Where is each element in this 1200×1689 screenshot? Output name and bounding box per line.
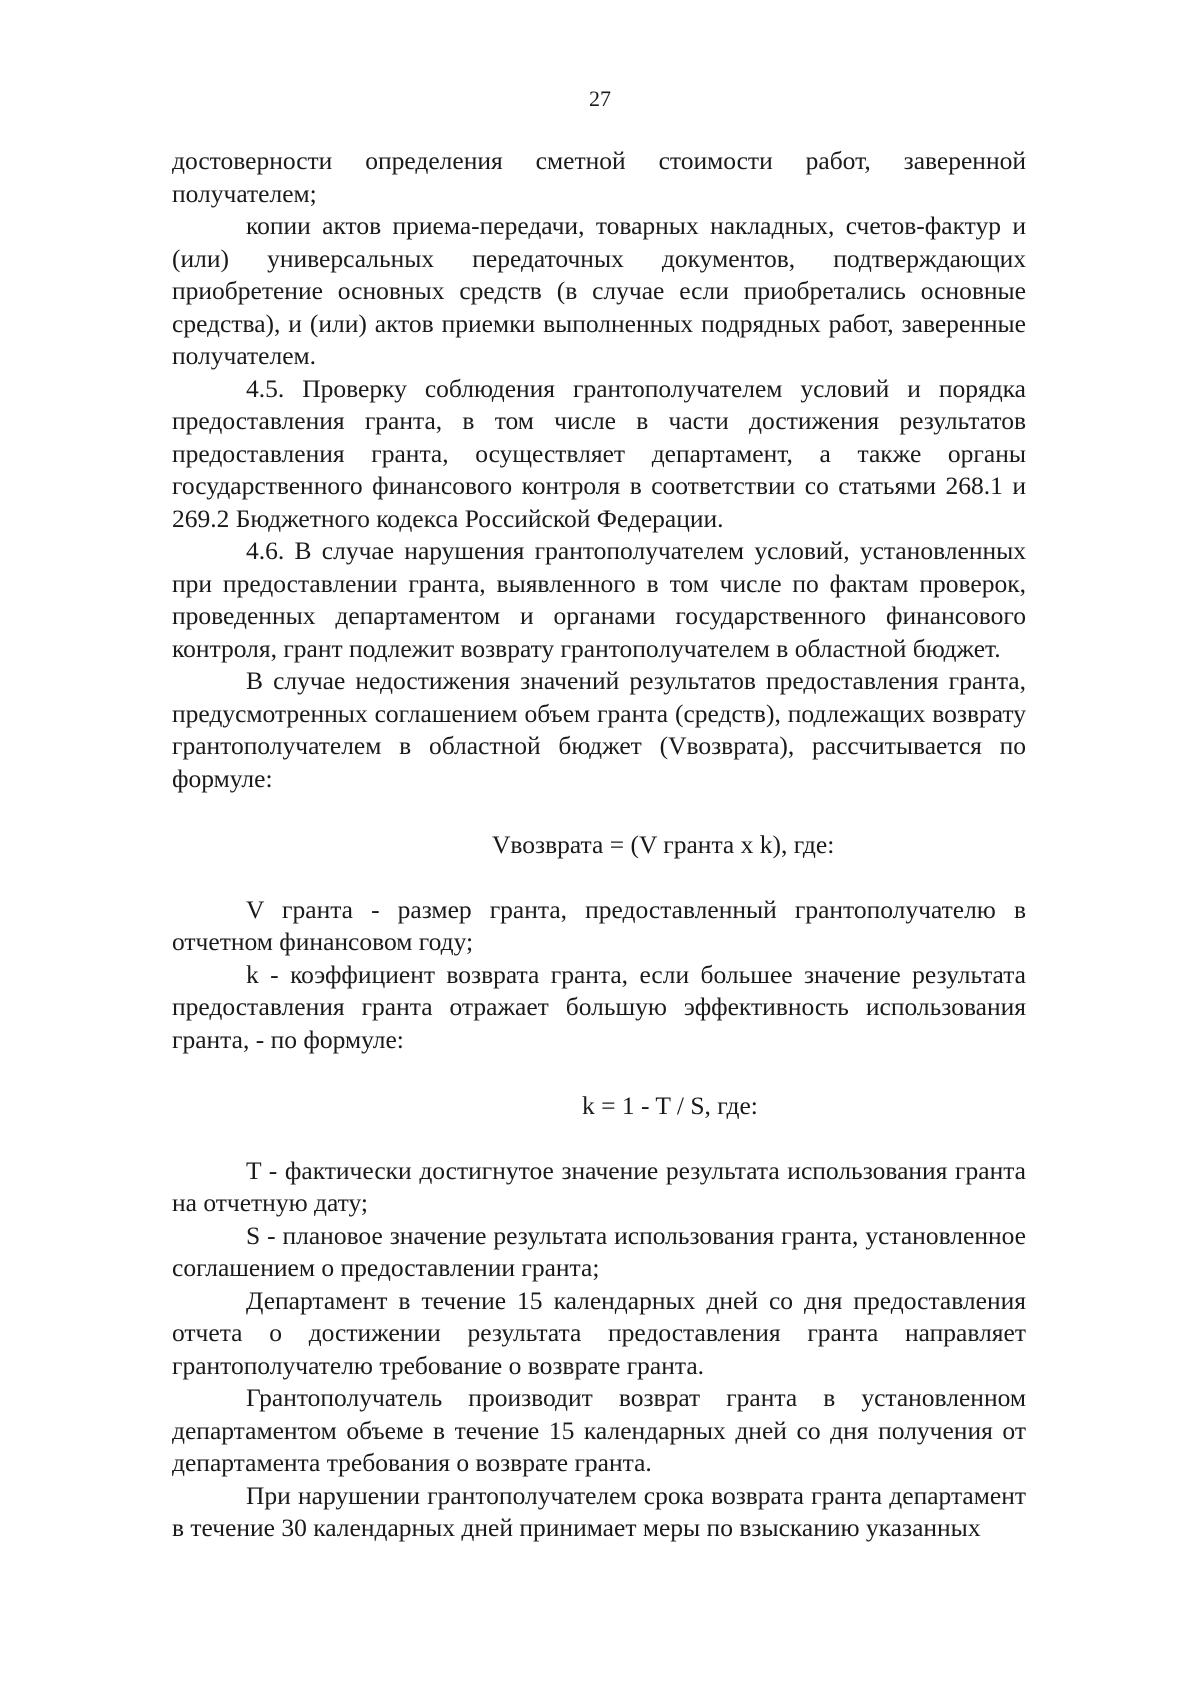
paragraph-non-achievement: В случае недостижения значений результатов предоставления гранта, предусмотренных соглашением объем гранта (средств), подлежащих возврату грантополучателем в областной бюджет (Vвозврата), рассчитывается по формуле: <box>172 666 1026 793</box>
formula-v-return: Vвозврата = (V гранта x k), где: <box>492 830 835 859</box>
paragraph-4-5: 4.5. Проверку соблюдения грантополучателем условий и порядка предоставления гранта, в том числе в части достижения результатов предоставления гранта, осуществляет департамент, а также органы государственного финансового контроля в соответствии со статьями 268.1 и 269.2 Бюджетного кодекса Российской Федерации. <box>172 373 1026 533</box>
paragraph-grantee-return: Грантополучатель производит возврат гранта в установленном департаментом объеме в течение 15 календарных дней со дня получения от департамента требования о возврате гранта. <box>172 1383 1026 1477</box>
paragraph-v-grant-definition: V гранта - размер гранта, предоставленный грантополучателю в отчетном финансовом году; <box>172 894 1026 956</box>
paragraph-copies-of-acts: копии актов приема-передачи, товарных накладных, счетов-фактур и (или) универсальных передаточных документов, подтверждающих приобретение основных средств (в случае если приобретались основные средства), и (или) актов приемки выполненных подрядных работ, заверенные получателем. <box>172 211 1026 370</box>
page-number: 27 <box>589 86 611 111</box>
formula-k: k = 1 - T / S, где: <box>582 1091 758 1120</box>
paragraph-department-demand: Департамент в течение 15 календарных дней со дня предоставления отчета о достижении результата предоставления гранта направляет грантополучателю требование о возврате гранта. <box>172 1285 1026 1380</box>
paragraph-continuation: достоверности определения сметной стоимости работ, заверенной получателем; <box>172 146 1026 208</box>
paragraph-t-definition: T - фактически достигнутое значение результата использования гранта на отчетную дату; <box>172 1155 1026 1217</box>
paragraph-s-definition: S - плановое значение результата использования гранта, установленное соглашением о предоставлении гранта; <box>172 1220 1026 1282</box>
paragraph-violation-deadline: При нарушении грантополучателем срока возврата гранта департамент в течение 30 календарных дней принимает меры по взысканию указанных <box>172 1480 1026 1542</box>
paragraph-k-definition: k - коэффициент возврата гранта, если большее значение результата предоставления гранта отражает большую эффективность использования гранта, - по формуле: <box>172 959 1026 1054</box>
paragraph-4-6: 4.6. В случае нарушения грантополучателем условий, установленных при предоставлении гранта, выявленного в том числе по фактам проверок, проведенных департаментом и органами государственного финансового контроля, грант подлежит возврату грантополучателем в областной бюджет. <box>172 536 1026 663</box>
document-body <box>172 145 1026 1545</box>
